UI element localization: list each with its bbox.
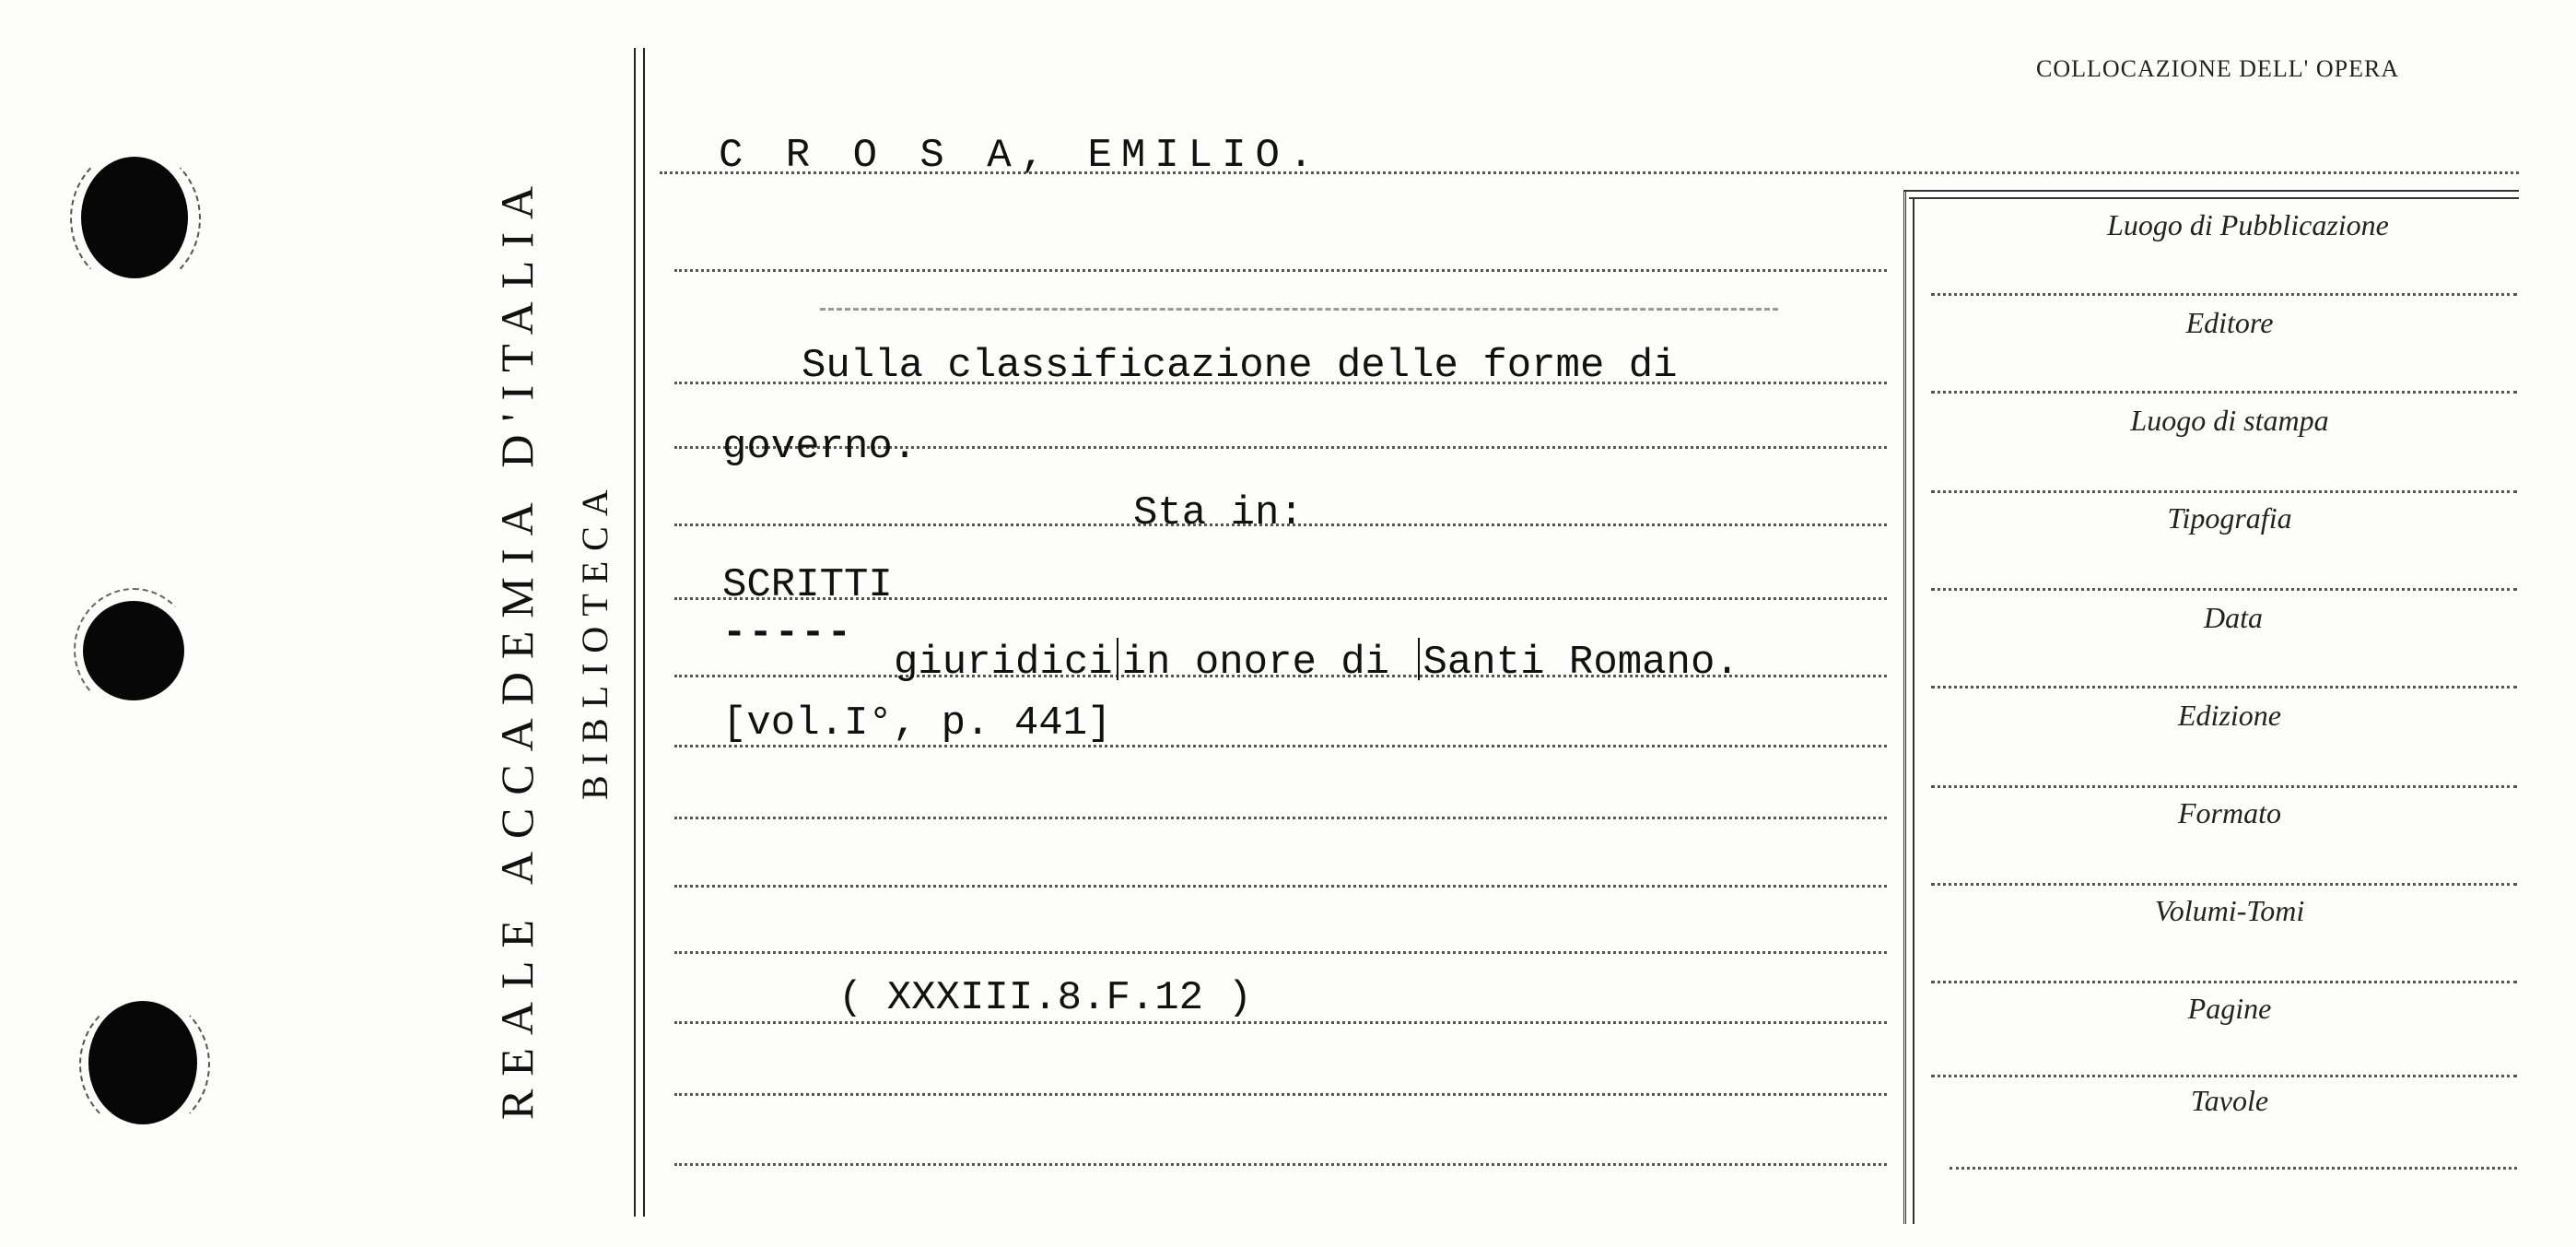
field-separator [1931,1075,2517,1077]
contained-in-label: Sta in: [1133,490,1304,536]
series-part-a: giuridici [894,640,1113,686]
field-luogo-pubblicazione: Luogo di Pubblicazione [2107,208,2389,241]
collocazione-header: COLLOCAZIONE DELL' OPERA [2036,55,2400,82]
field-separator [1950,1167,2517,1170]
punch-hole-middle [83,601,184,700]
ruled-line [674,1163,1887,1166]
series-dash: ----- [722,610,854,656]
series-title-rest [894,638,1739,686]
field-edizione: Edizione [2178,699,2281,732]
field-separator [1931,588,2517,591]
institution-name: REALE ACCADEMIA D'ITALIA [491,172,543,1120]
series-part-c: Santi Romano. [1423,640,1739,686]
fields-box-left-inner [1913,197,1914,1224]
ruled-line [674,269,1887,272]
field-formato: Formato [2178,796,2281,829]
ruled-line [674,885,1887,888]
author-heading: C R O S A, EMILIO. [719,133,1323,179]
ruled-line-faint [820,308,1778,311]
ruled-line [674,1093,1887,1096]
left-rule-outer [634,48,636,1217]
title-line-2: governo. [722,424,918,470]
ruled-line [674,951,1887,954]
field-separator [1931,293,2517,296]
title-line-1: Sulla classificazione delle forme di [802,343,1678,389]
library-label: BIBLIOTECA [574,479,615,800]
field-editore: Editore [2185,306,2274,339]
ruled-line [674,817,1887,819]
field-separator [1931,785,2517,788]
volume-reference: [vol.I°, p. 441] [722,700,1112,747]
field-tipografia: Tipografia [2167,501,2292,535]
ruled-line [674,1021,1887,1024]
field-volumi-tomi: Volumi-Tomi [2154,894,2305,927]
shelfmark: ( XXXIII.8.F.12 ) [838,975,1252,1021]
divider-mark [1117,638,1118,680]
field-separator [1931,981,2517,983]
punch-hole-bottom [88,1001,197,1124]
left-rule-inner [643,48,645,1217]
field-separator [1931,883,2517,886]
field-separator [1931,490,2517,493]
series-title-word: SCRITTI [722,562,893,608]
field-pagine: Pagine [2187,992,2272,1025]
punch-hole-top [81,157,188,278]
field-data: Data [2204,601,2263,634]
field-tavole: Tavole [2190,1084,2269,1117]
field-separator [1931,391,2517,394]
field-luogo-stampa: Luogo di stampa [2130,404,2329,437]
field-separator [1931,686,2517,688]
divider-mark [1418,638,1420,680]
series-part-b: in onore di [1121,640,1390,686]
